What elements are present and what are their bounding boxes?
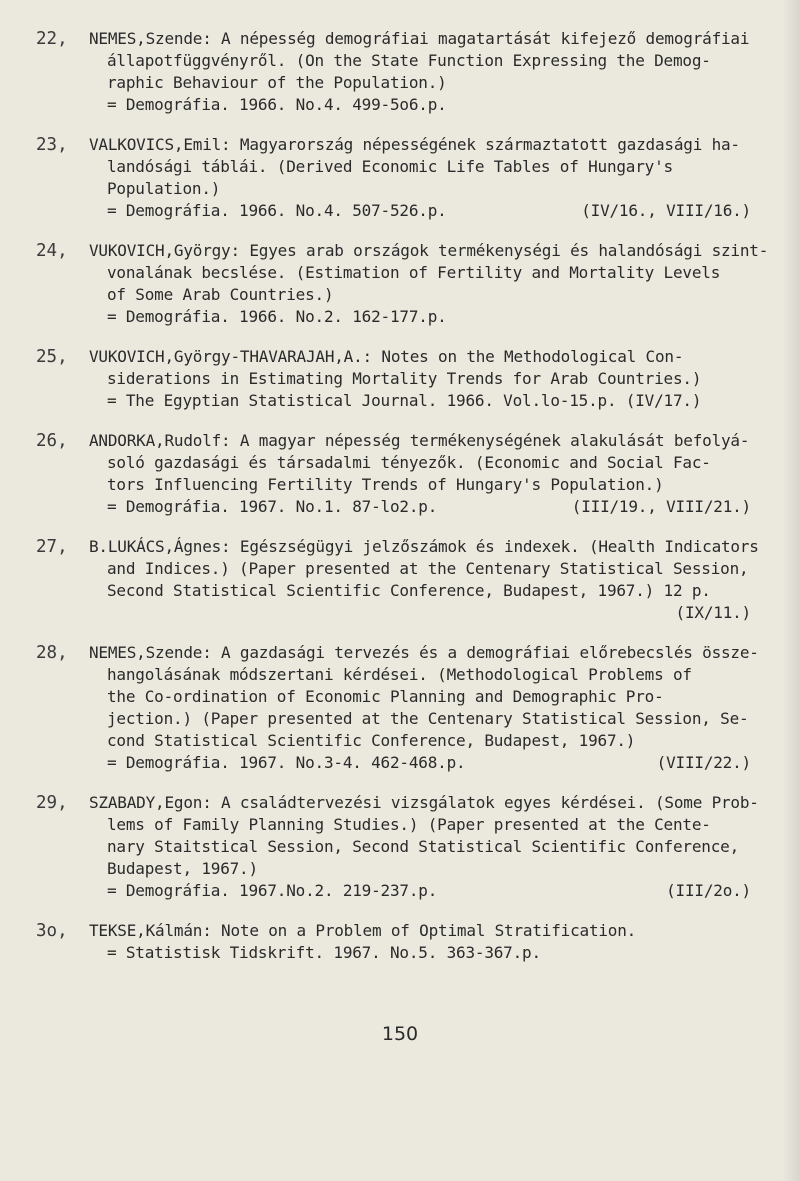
entry-number: 28, <box>36 643 68 663</box>
bibliography-entry <box>36 642 781 774</box>
entry-line: VALKOVICS,Emil: Magyarország népességének származtatott gazdasági ha- <box>89 135 740 154</box>
citation-source: = Demográfia. 1967.No.2. 219-237.p. <box>107 881 438 900</box>
entry-line: soló gazdasági és társadalmi tényezők. (Economic and Social Fac- <box>107 453 711 472</box>
bibliography-entry <box>36 28 781 116</box>
classification-code: (IX/11.) <box>675 603 751 622</box>
entry-line: Second Statistical Scientific Conference, Budapest, 1967.) 12 p. <box>107 581 711 600</box>
page-number: 150 <box>381 1023 419 1045</box>
classification-code: (IV/16., VIII/16.) <box>581 201 751 220</box>
entry-line <box>89 880 781 902</box>
entry-line: VUKOVICH,György-THAVARAJAH,A.: Notes on the Methodological Con- <box>89 347 684 366</box>
entry-text <box>89 792 781 902</box>
entry-line: jection.) (Paper presented at the Centenary Statistical Session, Se- <box>107 709 749 728</box>
entry-line: állapotfüggvényről. (On the State Function Expressing the Demog- <box>107 51 711 70</box>
classification-code: (III/19., VIII/21.) <box>571 497 751 516</box>
entry-text <box>89 430 781 518</box>
entry-line: siderations in Estimating Mortality Trends for Arab Countries.) <box>107 369 702 388</box>
entry-number: 23, <box>36 135 68 155</box>
entry-line: NEMES,Szende: A népesség demográfiai magatartását kifejező demográfiai <box>89 29 750 48</box>
entry-line: Budapest, 1967.) <box>107 859 258 878</box>
entry-line: tors Influencing Fertility Trends of Hungary's Population.) <box>107 475 664 494</box>
entry-line: cond Statistical Scientific Conference, Budapest, 1967.) <box>107 731 636 750</box>
entry-line: TEKSE,Kálmán: Note on a Problem of Optimal Stratification. <box>89 921 637 940</box>
entry-line: vonalának becslése. (Estimation of Fertility and Mortality Levels <box>107 263 721 282</box>
bibliography-entry <box>36 430 781 518</box>
entry-number: 29, <box>36 793 68 813</box>
entry-line: ANDORKA,Rudolf: A magyar népesség termékenységének alakulását befolyá- <box>89 431 750 450</box>
page-edge-shadow <box>782 0 800 1181</box>
entry-text <box>89 536 781 624</box>
bibliography-entry <box>36 920 781 964</box>
entry-line <box>89 496 781 518</box>
entry-line: Population.) <box>107 179 221 198</box>
entry-line <box>89 752 781 774</box>
citation-source: = Demográfia. 1967. No.1. 87-lo2.p. <box>107 497 438 516</box>
entry-text <box>89 240 781 328</box>
entry-line: = Demográfia. 1966. No.2. 162-177.p. <box>107 307 447 326</box>
bibliography-entry <box>36 240 781 328</box>
entry-number: 3o, <box>36 921 68 941</box>
entry-line: = Statistisk Tidskrift. 1967. No.5. 363-367.p. <box>107 943 541 962</box>
entry-line: of Some Arab Countries.) <box>107 285 334 304</box>
entry-text <box>89 642 781 774</box>
bibliography-entry <box>36 792 781 902</box>
entry-text <box>89 134 781 222</box>
entry-line: = The Egyptian Statistical Journal. 1966. Vol.lo-15.p. (IV/17.) <box>107 391 702 410</box>
entry-line: = Demográfia. 1966. No.4. 499-5o6.p. <box>107 95 447 114</box>
entry-line <box>89 200 781 222</box>
entry-line: hangolásának módszertani kérdései. (Methodological Problems of <box>107 665 692 684</box>
citation-source: = Demográfia. 1967. No.3-4. 462-468.p. <box>107 753 466 772</box>
entry-line: NEMES,Szende: A gazdasági tervezés és a demográfiai előrebecslés össze- <box>89 643 759 662</box>
citation-source: = Demográfia. 1966. No.4. 507-526.p. <box>107 201 447 220</box>
entry-line: and Indices.) (Paper presented at the Centenary Statistical Session, <box>107 559 749 578</box>
entry-line: raphic Behaviour of the Population.) <box>107 73 447 92</box>
entry-line: nary Staitstical Session, Second Statistical Scientific Conference, <box>107 837 739 856</box>
entry-line: lems of Family Planning Studies.) (Paper presented at the Cente- <box>107 815 711 834</box>
entry-text <box>89 346 781 412</box>
entry-number: 25, <box>36 347 68 367</box>
entry-line: B.LUKÁCS,Ágnes: Egészségügyi jelzőszámok és indexek. (Health Indicators <box>89 537 759 556</box>
entry-number: 24, <box>36 241 68 261</box>
entry-text <box>89 920 781 964</box>
entry-number: 26, <box>36 431 68 451</box>
bibliography-entry <box>36 536 781 624</box>
entry-line: the Co-ordination of Economic Planning and Demographic Pro- <box>107 687 664 706</box>
bibliography-entry <box>36 134 781 222</box>
entry-number: 27, <box>36 537 68 557</box>
bibliography-list <box>36 28 781 982</box>
entry-line: landósági táblái. (Derived Economic Life Tables of Hungary's <box>107 157 673 176</box>
bibliography-entry <box>36 346 781 412</box>
entry-line: VUKOVICH,György: Egyes arab országok termékenységi és halandósági szint- <box>89 241 769 260</box>
entry-number: 22, <box>36 29 68 49</box>
classification-code: (VIII/22.) <box>656 753 751 772</box>
classification-code: (III/2o.) <box>666 881 751 900</box>
entry-line: SZABADY,Egon: A családtervezési vizsgálatok egyes kérdései. (Some Prob- <box>89 793 759 812</box>
entry-text <box>89 28 781 116</box>
